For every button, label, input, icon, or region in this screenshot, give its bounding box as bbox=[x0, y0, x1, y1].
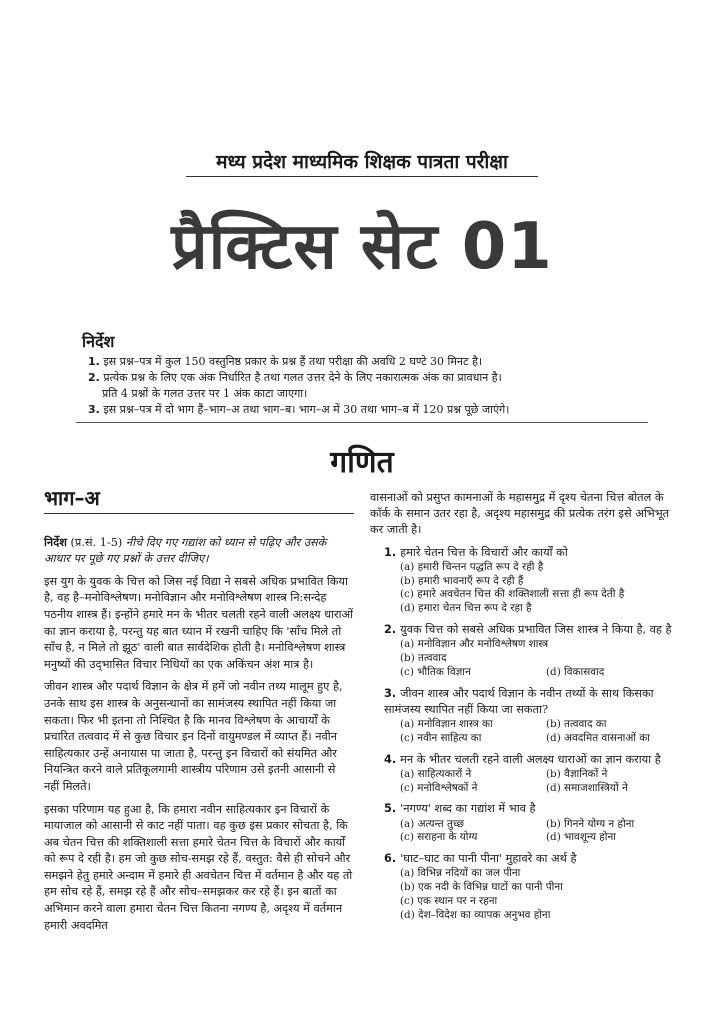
passage-paragraph: जीवन शास्त्र और पदार्थ विज्ञान के क्षेत्र में हमें जो नवीन तथ्य मालूम हुए है, उनके साथ इस शास्त्र के अनुसन्धानों का सामंजस्य स्थापित नहीं किया जा सकता। फिर भी इतना तो निश्चित है कि मानव विश्लेषण के आचार्यों के प्रचारित तत्ववाद में से कुछ विचार इन दिनों वायुमण्डल में व्याप्त हैं। नवीन साहित्यकार उन्हें अनायास पा जाता है, परन्तु इन विचारों को संयमित और नियन्त्रित करने वाले प्रतिकूलगामी शास्त्रीय परिणाम उसे इतनी आसानी से नहीं मिलते। bbox=[44, 680, 343, 793]
option: (a) साहित्यकारों ने bbox=[400, 767, 472, 780]
options-list bbox=[400, 718, 682, 746]
direction-label: निर्देश bbox=[44, 534, 67, 549]
option: (b) गिनने योग्य न होना bbox=[546, 817, 635, 830]
right-column bbox=[370, 490, 682, 929]
exam-title: मध्य प्रदेश माध्यमिक शिक्षक पात्रता परीक्षा bbox=[216, 151, 508, 173]
options-list bbox=[400, 561, 682, 616]
option: (a) विभिन्न नदियों का जल पीना bbox=[400, 867, 521, 880]
instruction-text: प्रत्येक प्रश्न के लिए एक अंक निर्धारित है तथा गलत उत्तर देने के लिए नकारात्मक अंक का प्रावधान है। bbox=[103, 371, 502, 384]
question-number: 6. bbox=[384, 852, 397, 866]
option: (b) एक नदी के विभिन्न घाटों का पानी पीना bbox=[400, 881, 563, 894]
option: (d) भावशून्य होना bbox=[546, 831, 616, 844]
question-text: 'घाट–घाट का पानी पीना' मुहावरे का अर्थ है bbox=[400, 852, 577, 866]
subject-heading: गणित bbox=[330, 445, 394, 480]
left-column bbox=[44, 488, 354, 940]
question bbox=[384, 752, 682, 796]
options-list bbox=[400, 818, 682, 846]
instruction-item bbox=[88, 370, 648, 402]
instruction-item bbox=[88, 354, 648, 370]
instruction-continuation: प्रति 4 प्रश्नों के गलत उत्तर पर 1 अंक काटा जाएगा। bbox=[102, 387, 308, 400]
option: (c) नवीन साहित्य का bbox=[400, 731, 482, 744]
passage-paragraph: इसका परिणाम यह हुआ है, कि हमारा नवीन साहित्यकार इन विचारों के मायाजाल को आसानी से काट नहीं पाता। वह कुछ इस प्रकार सोचता है, कि अब चेतन चित्त की शक्तिशाली सत्ता हमारे चेतन चित्त के विचारों और कार्यों को रूप दे रही है। हम जो कुछ सोच-समझ रहे हैं, वस्तुत: वैसे ही सोचने और समझने हेतु हमारे अन्दाम में हमारे ही अवचेतन चित्त में वर्तमान है और यह तो हम सोच रहे हैं, समझ रहे हैं और सोच–समझकर कर रहे हैं। इन बातों का अभिमान करने वाला हमारा चेतन चित्त कितना नगण्य है, अदृश्य में वर्तमान हमारी अवदमित bbox=[44, 802, 353, 932]
instruction-number: 1. bbox=[88, 355, 100, 368]
passage-continuation: वासनाओं को प्रसुप्त कामनाओं के महासमुद्र में दृश्य चेतना चित्त बोतल के कॉर्क के समान उतर रहा है, अदृश्य महासमुद्र की प्रत्येक तरंग इसे अभिभूत कर जाती है। bbox=[370, 491, 670, 537]
question-text: युवक चित्त को सबसे अधिक प्रभावित जिस शास्त्र ने किया है, वह है bbox=[400, 623, 672, 636]
option: (d) देश–विदेश का व्यापक अनुभव होना bbox=[400, 908, 551, 921]
question-number: 2. bbox=[384, 623, 397, 636]
direction-text: नीचे दिए गए गद्यांश को ध्यान से पढ़िए और उसके आधार पर पूछे गए प्रश्नों के उत्तर दीजिए। bbox=[44, 535, 327, 566]
option: (b) वैज्ञानिकों ने bbox=[546, 767, 608, 780]
exam-title-underline bbox=[186, 176, 538, 177]
option: (c) हमारे अवचेतन चित्त की शक्तिशाली सत्ता ही रूप देती है bbox=[400, 588, 625, 601]
option: (d) समाजशास्त्रियों ने bbox=[546, 781, 628, 794]
option: (d) अवदमित वासनाओं का bbox=[546, 731, 650, 744]
question-text: जीवन शास्त्र और पदार्थ विज्ञान के नवीन तथ्यों के साथ किसका सामंजस्य स्थापित नहीं किया जा सकता? bbox=[384, 686, 654, 716]
question-number: 1. bbox=[384, 545, 397, 559]
question-number: 4. bbox=[384, 752, 397, 766]
options-list bbox=[400, 638, 682, 679]
question bbox=[384, 851, 682, 922]
option: (c) सराहना के योग्य bbox=[400, 831, 478, 844]
question-number: 5. bbox=[384, 802, 397, 816]
question bbox=[384, 686, 682, 746]
options-list bbox=[400, 768, 682, 796]
question bbox=[384, 622, 682, 680]
instructions-list bbox=[88, 354, 648, 418]
instruction-item bbox=[88, 402, 648, 418]
option: (a) मनोविज्ञान और मनोविश्लेषण शास्त्र bbox=[400, 638, 549, 651]
instructions-divider bbox=[76, 422, 648, 423]
option: (c) मनोविश्लेषकों ने bbox=[400, 781, 478, 794]
option: (c) एक स्थान पर न रहना bbox=[400, 894, 498, 907]
option: (b) हमारी भावनाएँ रूप दे रही हैं bbox=[400, 574, 524, 587]
option: (a) अत्यन्त तुच्छ bbox=[400, 817, 465, 830]
section-divider bbox=[44, 513, 354, 514]
question-text: हमारे चेतन चित्त के विचारों और कार्यों को bbox=[400, 545, 568, 559]
practice-set-title: प्रैक्टिस सेट 01 bbox=[171, 210, 553, 284]
question-text: मन के भीतर चलती रहने वाली अलक्ष्य धाराओं का ज्ञान कराया है bbox=[400, 752, 661, 766]
option: (a) मनोविज्ञान शास्त्र का bbox=[400, 718, 493, 730]
instruction-number: 2. bbox=[88, 371, 100, 384]
option: (b) तत्ववाद का bbox=[546, 718, 607, 730]
question bbox=[384, 801, 682, 845]
options-list bbox=[400, 867, 682, 922]
instruction-text: इस प्रश्न–पत्र में कुल 150 वस्तुनिष्ठ प्रकार के प्रश्न हैं तथा परीक्षा की अवधि 2 घण्टे 30 मिनट है। bbox=[103, 355, 483, 368]
question-text: 'नगण्य' शब्द का गद्यांश में भाव है bbox=[400, 802, 536, 816]
instructions-heading: निर्देश bbox=[82, 332, 115, 351]
direction-range: (प्र.सं. 1-5) bbox=[66, 535, 126, 549]
option: (d) हमारा चेतन चित्त रूप दे रहा है bbox=[400, 602, 532, 615]
instruction-number: 3. bbox=[88, 403, 100, 416]
section-heading: भाग–अ bbox=[44, 486, 100, 510]
option: (a) हमारी चिन्तन पद्धति रूप दे रही है bbox=[400, 560, 544, 573]
question-number: 3. bbox=[384, 686, 397, 700]
question bbox=[384, 545, 682, 616]
option: (b) तत्ववाद bbox=[400, 652, 447, 664]
option: (d) विकासवाद bbox=[546, 665, 605, 678]
instruction-text: इस प्रश्न–पत्र में दो भाग हैं–भाग–अ तथा भाग–ब। भाग–अ में 30 तथा भाग–ब में 120 प्रश्न पूछे जाएंगे। bbox=[103, 403, 510, 416]
passage-direction bbox=[44, 534, 354, 568]
passage-paragraph: इस युग के युवक के चित्त को जिस नई विद्या ने सबसे अधिक प्रभावित किया है, वह है–मनोविश्लेषण। मनोविज्ञान और मनोविश्लेषण शास्त्र नि:सन्देह पठनीय शास्त्र हैं। इन्होंने हमारे मन के भीतर चलती रहने वाली अलक्ष्य धाराओं का ज्ञान कराया है, परन्तु यह बात ध्यान में रखनी चाहिए कि 'साँच मिले तो साँच है, न मिले तो झूठ' वाली बात सार्वदेशिक होती है। मनोविश्लेषण शास्त्र मनुष्यों की उद्‌भासित विचार निधियों का एक अकिंचन अंश मात्र है। bbox=[44, 574, 354, 671]
option: (c) भौतिक विज्ञान bbox=[400, 665, 471, 678]
